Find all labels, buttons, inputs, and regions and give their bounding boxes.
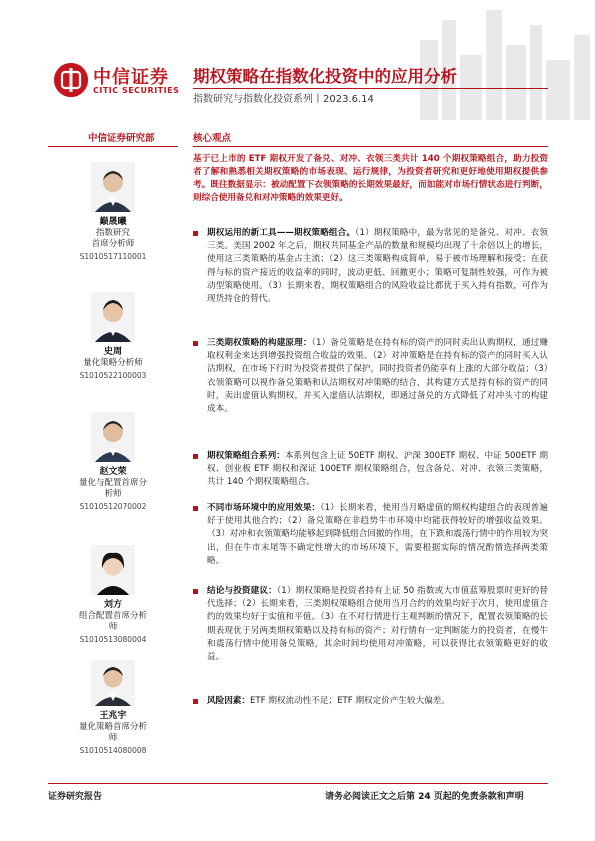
core-summary: 基于已上市的 ETF 期权开发了备兑、对冲、衣领三类共计 140 个期权策略组合，助力投资者了解和熟悉相关期权策略的市场表现、运行规律，为投资者研究和更好地使用期权提供参考。既往数据显示：被动配置下衣领策略的长期效果最好，而如能对市场行情状态进行判断，则综合使用备兑和对冲策略的效果更好。 <box>193 154 548 203</box>
analyst-name: 史周 <box>103 347 122 357</box>
analyst-role: 量化策略首席分析 师 <box>78 722 147 743</box>
analyst-role: 量化与配置首席分 析师 <box>78 478 147 499</box>
analyst-card <box>48 545 178 645</box>
bullet-text: （1）长期来看，使用当月略虚值的期权构建组合的表现普遍好于使用其他合约；（2）备兑策略在非趋势牛市环境中均能获得较好的增强收益效果。（3）对冲和衣领策略均能够起到降低组合回撤的作用，在下跌和震荡行情中的作用较为突出，但在牛市末尾等不确定性增大的市场环境下，需要根据实际的情况酌情选择两类策略。 <box>207 503 548 566</box>
avatar <box>91 162 135 212</box>
analyst-role: 组合配置首席分析 师 <box>78 611 147 632</box>
bullet-text: （1）期权策略中，最为常见的是备兑、对冲、衣领三类。美国 2002 年之后，期权共同基金产品的数量和规模均出现了十余倍以上的增长，使用这三类策略的基金占主流；（2）这三类策略构成简单，易于被市场理解和接受；在获得与标的资产接近的收益率的同时，波动更低、回撤更小；策略可复制性较强，可作为被动型策略使用。（3）长期来看，期权策略组合的风险收益比都优于买入持有指数，可作为现货持仓的替代。 <box>207 228 548 305</box>
bullet-text: ETF 期权流动性不足；ETF 期权定价产生较大偏差。 <box>249 696 450 706</box>
list-item <box>193 585 548 664</box>
core-views-heading: 核心观点 <box>193 133 232 144</box>
footer-divider <box>48 783 548 784</box>
bullet-text: （1）备兑策略是在持有标的资产的同时卖出认购期权，通过赚取权利金来达到增强投资组合收益的效果。（2）对冲策略是在持有标的资产的同时买入认沽期权，在市场下行时为投资者提供了保护，同时投资者仍能享有上涨的大部分收益；（3）衣领策略可以视作备兑策略和认沽期权对冲策略的结合，其构建方式是持有标的资产的同时，卖出虚值认购期权，并买入虚值认沽期权，即通过备兑的方式降低了对冲头寸的构建成本。 <box>207 338 548 415</box>
bullet-lead: 三类期权策略的构建原理： <box>207 338 312 348</box>
report-title: 期权策略在指数化投资中的应用分析 <box>193 67 457 86</box>
report-subtitle: 指数研究与指数化投资系列丨2023.6.14 <box>193 94 374 105</box>
analyst-license-id: S1010522100003 <box>79 371 147 380</box>
footer-disclaimer-suffix: 页起的免责条款和声明 <box>430 792 524 802</box>
core-views-rule <box>193 146 548 147</box>
bullet-square-icon <box>193 341 198 346</box>
citic-logo-icon <box>54 63 88 97</box>
bullet-square-icon <box>193 589 198 594</box>
bullet-lead: 不同市场环境中的应用效果： <box>207 503 321 513</box>
analyst-name: 王兆宇 <box>99 711 127 721</box>
bullet-lead: 结论与投资建议： <box>207 586 277 596</box>
analyst-role: 指数研究 首席分析师 <box>91 228 135 249</box>
avatar <box>91 545 135 595</box>
analyst-license-id: S1010513080004 <box>79 635 147 644</box>
list-item <box>193 502 548 568</box>
bullet-square-icon <box>193 699 198 704</box>
sidebar-heading-rule <box>48 146 178 147</box>
analyst-name: 巅晟曦 <box>99 217 127 227</box>
list-item <box>193 695 548 708</box>
header-background-illustration <box>400 0 595 120</box>
list-item <box>193 450 548 490</box>
analyst-license-id: S1010512070002 <box>79 502 147 511</box>
footer-disclaimer <box>325 789 524 802</box>
bullet-text: 本系列包含上证 50ETF 期权、沪深 300ETF 期权、中证 500ETF 期权、创业板 ETF 期权和深证 100ETF 期权策略组合，包含备兑、对冲、衣领三类策略，共计 140 个期权策略组合。 <box>207 451 548 488</box>
analyst-role: 量化策略分析师 <box>83 358 143 368</box>
bullet-square-icon <box>193 231 198 236</box>
footer-report-type: 证券研究报告 <box>48 792 103 802</box>
analyst-license-id: S1010517110001 <box>79 252 147 261</box>
list-item <box>193 227 548 306</box>
analyst-name: 刘方 <box>103 600 122 610</box>
analyst-card <box>48 660 178 756</box>
logo-chinese-text: 中信证券 <box>93 67 169 88</box>
analyst-name: 赵文荣 <box>99 467 127 477</box>
bullet-text: （1）期权策略是投资者持有上证 50 指数或大市值蓝筹股票时更好的替代选择；（2）长期来看，三类期权策略组合使用当月合约的效果均好于次月，使用虚值合约的效果均好于实值和平值。（3）在不对行情进行主观判断的情况下，配置衣领策略的长期表现优于另两类期权策略以及持有标的资产；对行情有一定判断能力的投资者，在慢牛和震荡行情中使用备兑策略，其余时间均使用对冲策略，可以获得比衣领策略更好的收益。 <box>207 586 548 663</box>
sidebar-heading: 中信证券研究部 <box>88 133 155 144</box>
bullet-square-icon <box>193 506 198 511</box>
avatar <box>91 660 135 706</box>
footer-disclaimer-prefix: 请务必阅读正文之后第 <box>325 792 419 802</box>
analyst-card <box>48 412 178 512</box>
bullet-lead: 期权策略组合系列： <box>207 451 285 461</box>
list-item <box>193 337 548 416</box>
bullet-lead: 风险因素： <box>207 696 250 706</box>
analyst-license-id: S1010514080008 <box>79 746 147 755</box>
bullet-square-icon <box>193 454 198 459</box>
avatar <box>91 412 135 462</box>
logo-english-text: CITIC SECURITIES <box>93 86 180 95</box>
analyst-card <box>48 292 178 381</box>
analyst-card <box>48 162 178 262</box>
avatar <box>91 292 135 342</box>
header-divider <box>193 88 548 89</box>
bullet-lead: 期权运用的新工具——期权策略组合。 <box>207 228 356 238</box>
footer-disclaimer-page: 24 <box>418 792 431 802</box>
